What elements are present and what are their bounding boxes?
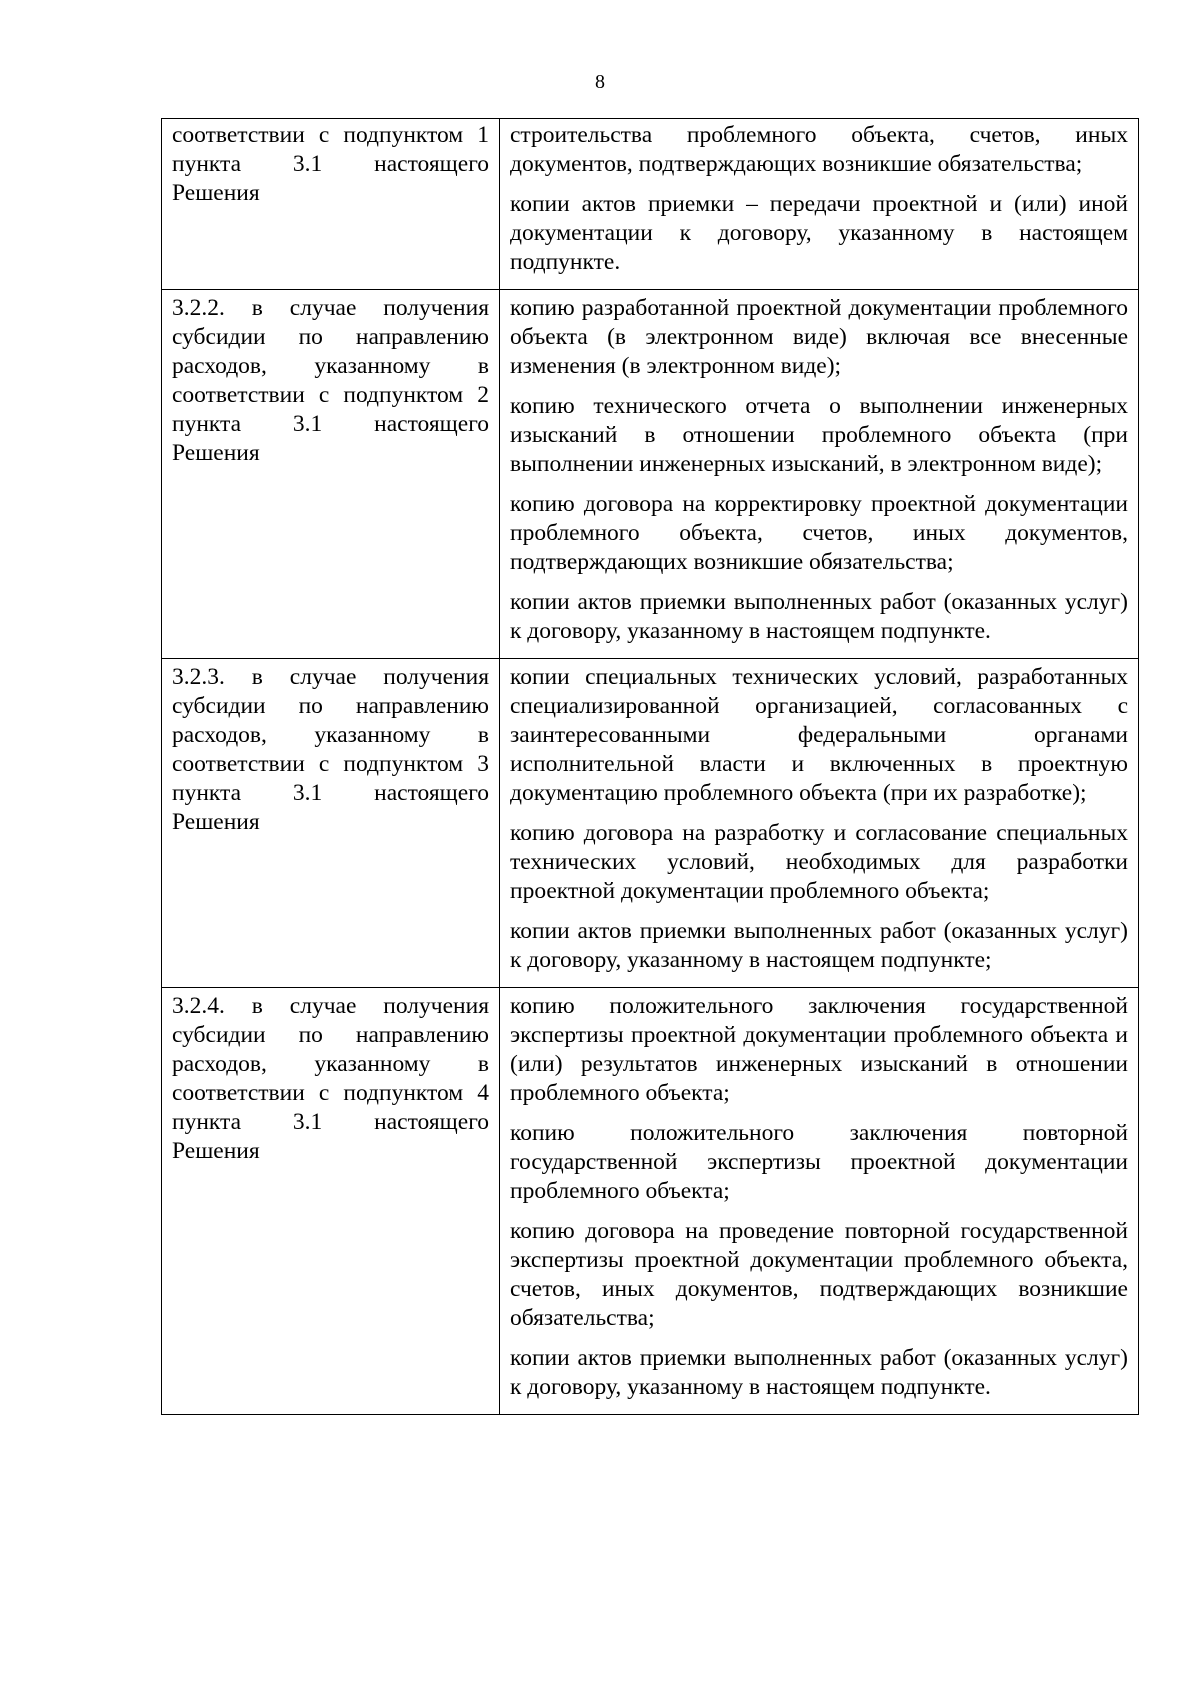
condition-text: соответствии с подпунктом 1 пункта 3.1 настоящего Решения (172, 122, 489, 206)
condition-text: 3.2.2. в случае получения субсидии по направлению расходов, указанному в соответствии с подпунктом 2 пункта 3.1 настоящего Решения (172, 295, 489, 466)
document-item: копию разработанной проектной документации проблемного объекта (в электронном виде) включая все внесенные изменения (в электронном виде); (510, 295, 1128, 379)
document-item: копии актов приемки выполненных работ (оказанных услуг) к договору, указанному в настоящем подпункте; (510, 918, 1128, 973)
requirements-table (161, 118, 1139, 1415)
document-item: копию положительного заключения государственной экспертизы проектной документации проблемного объекта и (или) результатов инженерных изысканий в отношении проблемного объекта; (510, 993, 1128, 1106)
document-item: копию положительного заключения повторной государственной экспертизы проектной документации проблемного объекта; (510, 1120, 1128, 1204)
document-item: копии актов приемки выполненных работ (оказанных услуг) к договору, указанному в настоящем подпункте. (510, 589, 1128, 644)
document-item: строительства проблемного объекта, счетов, иных документов, подтверждающих возникшие обязательства; (510, 122, 1128, 177)
document-item: копию технического отчета о выполнении инженерных изысканий в отношении проблемного объекта (при выполнении инженерных изысканий, в электронном виде); (510, 393, 1128, 477)
document-item: копии актов приемки выполненных работ (оказанных услуг) к договору, указанному в настоящем подпункте. (510, 1345, 1128, 1400)
condition-text: 3.2.4. в случае получения субсидии по направлению расходов, указанному в соответствии с подпунктом 4 пункта 3.1 настоящего Решения (172, 993, 489, 1164)
table-cell-documents (500, 659, 1139, 988)
condition-text: 3.2.3. в случае получения субсидии по направлению расходов, указанному в соответствии с подпунктом 3 пункта 3.1 настоящего Решения (172, 664, 489, 835)
table-cell-condition (162, 659, 500, 988)
document-item: копии актов приемки – передачи проектной и (или) иной документации к договору, указанному в настоящем подпункте. (510, 191, 1128, 275)
table-row (162, 290, 1139, 659)
table-row (162, 119, 1139, 290)
document-item: копии специальных технических условий, разработанных специализированной организацией, согласованных с заинтересованными федеральными органами исполнительной власти и включенных в проектную документацию проблемного объекта (при их разработке); (510, 664, 1128, 806)
table-cell-condition (162, 290, 500, 659)
table-cell-condition (162, 988, 500, 1415)
table-row (162, 659, 1139, 988)
table-cell-documents (500, 119, 1139, 290)
table-cell-documents (500, 988, 1139, 1415)
table-cell-documents (500, 290, 1139, 659)
document-item: копию договора на корректировку проектной документации проблемного объекта, счетов, иных документов, подтверждающих возникшие обязательства; (510, 491, 1128, 575)
page-number: 8 (595, 71, 605, 93)
document-item: копию договора на разработку и согласование специальных технических условий, необходимых для разработки проектной документации проблемного объекта; (510, 820, 1128, 904)
document-item: копию договора на проведение повторной государственной экспертизы проектной документации проблемного объекта, счетов, иных документов, подтверждающих возникшие обязательства; (510, 1218, 1128, 1331)
table-row (162, 988, 1139, 1415)
table-cell-condition (162, 119, 500, 290)
